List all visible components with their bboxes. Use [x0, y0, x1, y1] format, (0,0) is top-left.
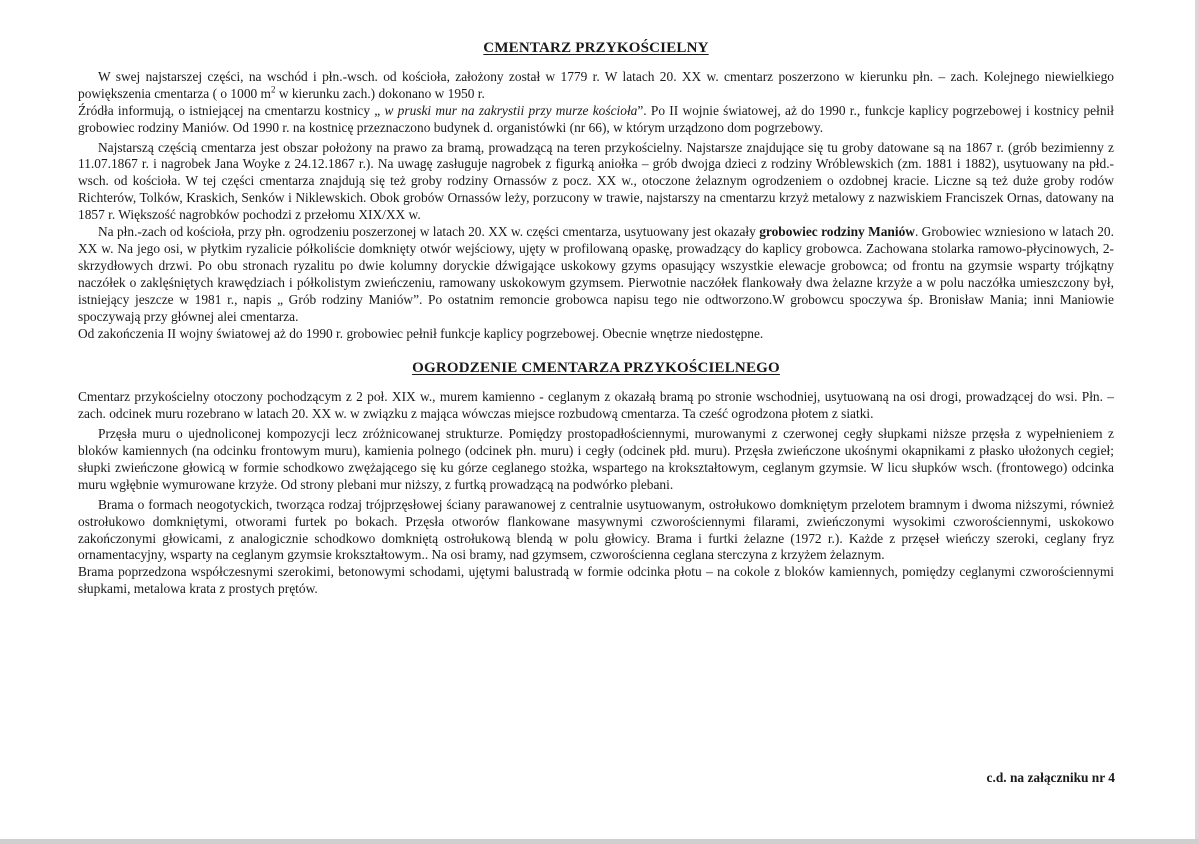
paragraph-mania-bold: grobowiec rodziny Maniów	[759, 224, 915, 240]
paragraph-history	[78, 69, 1114, 103]
continuation-note: c.d. na załączniku nr 4	[986, 770, 1115, 785]
paragraph-history-text-b: w kierunku zach.) dokonano w 1950 r.	[275, 85, 485, 101]
paragraph-wall: Cmentarz przykościelny otoczony pochodzącym z 2 poł. XIX w., murem kamienno - ceglanym z okazałą bramą po stronie wschodniej, usytuowaną na osi drogi, prowadzącej do wsi. Płn. – zach. odcinek muru rozebrano w latach 20. XX w. w związku z mająca wówczas miejsce rozbudową cmentarza. Ta cześć ogrodzona płotem z siatki.	[78, 389, 1114, 422]
paragraph-wall-spans: Przęsła muru o ujednoliconej kompozycji lecz zróżnicowanej strukturze. Pomiędzy prostopadłościennymi, murowanymi z czerwonej cegły słupkami niższe przęsła z wypełnieniem z bloków kamiennych (na odcinku frontowym muru), kamienia polnego (odcinek płn. muru) i cegły (odcinek płd. muru). Przęsła zwieńczone ukośnymi okapnikami z płasko ułożonych cegieł; słupki zwieńczone głowicą w formie schodkowo zwężającego się ku górze ceglanego stożka, wspartego na krokształtowym, ceglanym gzymsie. W licu słupków wsch. (frontowego) odcinka muru wgłębnie wymurowane krzyże. Od strony plebani mur niższy, z furtką prowadzącą na podwórko plebani.	[78, 426, 1114, 492]
paragraph-gate: Brama o formach neogotyckich, tworząca rodzaj trójprzęsłowej ściany parawanowej z centralnie usytuowanym, ostrołukowo domkniętym przelotem bramnym i dwoma niższymi, również ostrołukowo domkniętymi, otworami furtek po bokach. Przęsła otworów flankowane masywnymi czworościennymi filarami, zwieńczonymi wysokimi czworościennymi, uskokowo zakończonymi głowicami, z analogicznie schodkowo domkniętą ostrołukową blendą w polu głowicy. Brama i furtki żelazne (1972 r.). Każde z przęseł wieńczy szeroki, ceglany fryz ornamentacyjny, wsparty na ceglanym gzymsie krokształtowym.. Na osi bramy, nad gzymsem, czworościenna ceglana sterczyna z krzyżem żelaznym.	[78, 496, 1114, 563]
paragraph-stairs: Brama poprzedzona współczesnymi szerokimi, betonowymi schodami, ujętymi balustradą w formie odcinka płotu – na cokole z bloków kamiennych, pomiędzy ceglanymi czworościennymi słupkami, metalowa krata z prostych prętów.	[78, 564, 1114, 597]
paragraph-mania-text-b: . Grobowiec wzniesiono w latach 20. XX w. Na jego osi, w płytkim ryzalicie półkoliście domknięty otwór wejściowy, ujęty w profilowaną opaskę, prowadzący do kaplicy grobowca. Zachowana stolarka ramowo-płycinowych, 2-skrzydłowych drzwi. Po obu stronach ryzalitu po dwie kolumny doryckie dźwigające uskokowy gzyms opasujący wszystkie elewacje grobowca; od frontu na gzymsie wsparty trójkątny naczółek o zaklęśniętych krawędziach i półkolistym zwieńczeniu, ramowany uskokowym gzymsem. Pierwotnie naczółek flankowały dwa żelazne krzyże a w polu naczółka umieszczony był, istniejący jeszcze w 1981 r., napis „ Grób rodziny Maniów”. Po ostatnim remoncie grobowca napisu tego nie odtworzono.W grobowcu spoczywa śp. Bronisław Mania; inni Maniowie spoczywają przy głównej alei cmentarza.	[78, 224, 1114, 324]
paragraph-mania-text-a: Na płn.-zach od kościoła, przy płn. ogrodzeniu poszerzonej w latach 20. XX w. części cmentarza, usytuowany jest okazały	[98, 224, 760, 240]
paragraph-sources-text-a: Źródła informują, o istniejącej na cmentarzu kostnicy „	[78, 102, 381, 118]
paragraph-sources-text-b: ”. Po II wojnie światowej, aż do 1990 r., funkcje kaplicy pogrzebowej i kostnicy pełnił grobowiec rodziny Maniów. Od 1990 r. na kostnicę przeznaczono budynek d. organistówki (nr 66), w którym urządzono dom pogrzebowy.	[78, 102, 1114, 135]
section-title-cemetery: CMENTARZ PRZYKOŚCIELNY	[483, 40, 709, 56]
superscript-2: 2	[270, 84, 276, 95]
paragraph-sources	[78, 103, 1114, 137]
scan-edge-right	[1195, 0, 1199, 844]
paragraph-history-text-a: W swej najstarszej części, na wschód i płn.-wsch. od kościoła, założony został w 1779 r. W latach 20. XX w. cmentarz poszerzono w kierunku płn. – zach. Kolejnego niewielkiego powiększenia cmentarza ( o 1000 m	[78, 68, 1114, 101]
scan-edge-bottom	[0, 839, 1199, 844]
paragraph-oldest-part: Najstarszą częścią cmentarza jest obszar położony na prawo za bramą, prowadzącą na teren przykościelny. Najstarsze znajdujące się tu groby datowane są na 1867 r. (grób bezimienny z 11.07.1867 r. i nagrobek Jana Woyke z 24.12.1867 r.). Na uwagę zasługuje nagrobek z figurką aniołka – grób dwojga dzieci z rodziny Wróblewskich (zm. 1881 i 1882), usytuowany na płd.-wsch. od kościoła. W tej części cmentarza znajdują się też groby rodziny Ornassów z pocz. XX w., otoczone żelaznym ogrodzeniem o ozdobnej kracie. Liczne są też duże groby rodów Richterów, Tolków, Kraskich, Senków i Niklewskich. Obok grobów Ornassów leży, porzucony w trawie, najstarszy na cmentarzu krzyż metalowy z nazwiskiem Franciszek Ornas, datowany na 1857 r. Większość nagrobków pochodzi z przełomu XIX/XX w.	[78, 139, 1114, 223]
paragraph-mania-tomb	[78, 224, 1114, 325]
document-body	[78, 40, 1114, 598]
paragraph-chapel-function: Od zakończenia II wojny światowej aż do 1990 r. grobowiec pełnił funkcje kaplicy pogrzebowej. Obecnie wnętrze niedostępne.	[78, 325, 764, 341]
section-title-fence: OGRODZENIE CMENTARZA PRZYKOŚCIELNEGO	[412, 360, 780, 377]
paragraph-sources-quote: w pruski mur na zakrystii przy murze kościoła	[380, 102, 638, 118]
